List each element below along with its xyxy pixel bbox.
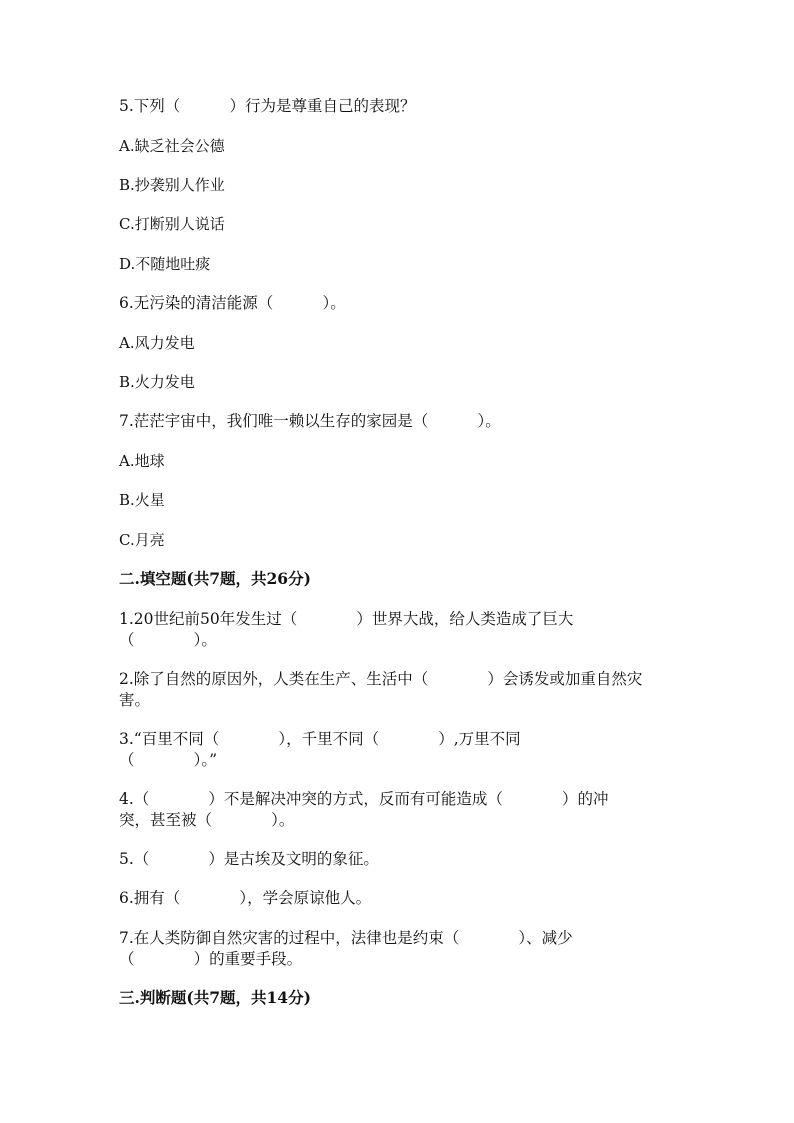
question-6-option-a: A.风力发电 [119,334,195,352]
question-7-option-a: A.地球 [119,452,165,470]
section-2-heading: 二.填空题(共7题，共26分) [119,569,311,588]
question-5-option-c: C.打断别人说话 [119,215,225,233]
fill-item-2-line-1: 2.除了自然的原因外，人类在生产、生活中（ ）会诱发或加重自然灾 [119,670,643,688]
question-6-stem: 6.无污染的清洁能源（ ）。 [119,294,346,312]
fill-item-2-line-2: 害。 [119,691,151,709]
question-5-stem: 5.下列（ ）行为是尊重自己的表现？ [119,97,416,115]
question-7-option-b: B.火星 [119,491,165,509]
fill-item-3-line-2: （ ）。” [119,751,218,769]
fill-item-5: 5.（ ）是古埃及文明的象征。 [119,850,379,868]
fill-item-4-line-1: 4.（ ）不是解决冲突的方式，反而有可能造成（ ）的冲 [119,790,609,808]
fill-item-3-line-1: 3.“百里不同（ ），千里不同（ ）,万里不同 [119,730,521,748]
fill-item-4-line-2: 突，甚至被（ ）。 [119,811,295,829]
question-6-option-b: B.火力发电 [119,373,195,391]
question-5-option-a: A.缺乏社会公德 [119,137,225,155]
fill-item-7-line-1: 7.在人类防御自然灾害的过程中，法律也是约束（ ）、减少 [119,929,573,947]
fill-item-7-line-2: （ ）的重要手段。 [119,950,303,968]
question-5-option-b: B.抄袭别人作业 [119,176,225,194]
question-7-stem: 7.茫茫宇宙中，我们唯一赖以生存的家园是（ ）。 [119,412,501,430]
section-3-heading: 三.判断题(共7题，共14分) [119,988,311,1007]
fill-item-6: 6.拥有（ ），学会原谅他人。 [119,889,372,907]
fill-item-1-line-1: 1.20世纪前50年发生过（ ）世界大战，给人类造成了巨大 [119,610,574,628]
question-5-option-d: D.不随地吐痰 [119,255,211,273]
question-7-option-c: C.月亮 [119,531,165,549]
fill-item-1-line-2: （ ）。 [119,631,217,649]
